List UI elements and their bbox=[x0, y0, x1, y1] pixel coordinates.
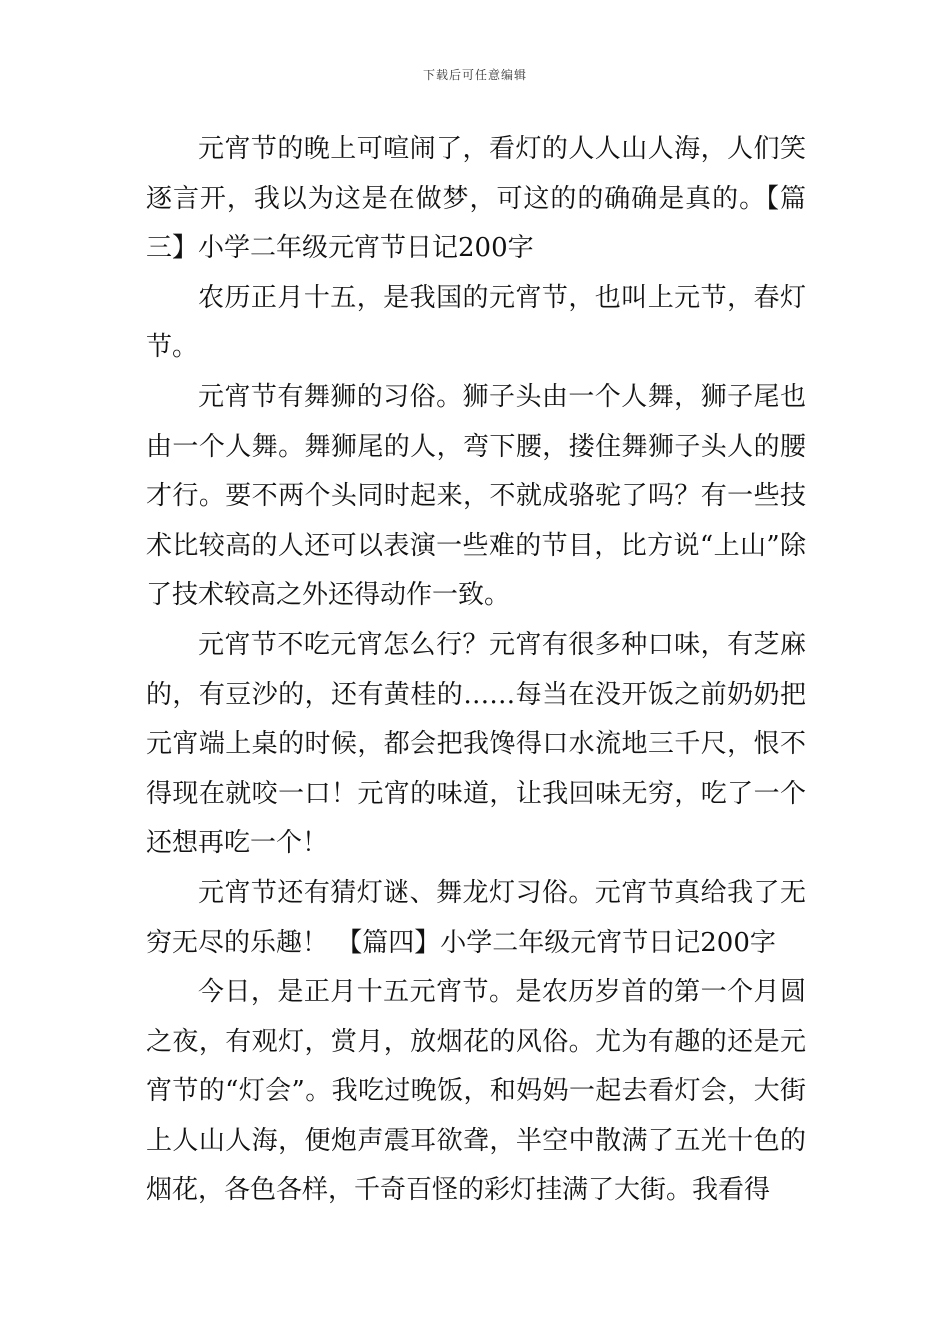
paragraph: 元宵节有舞狮的习俗。狮子头由一个人舞，狮子尾也由一个人舞。舞狮尾的人，弯下腰，搂住舞狮子头人的腰才行。要不两个头同时起来，不就成骆驼了吗？有一些技术比较高的人还可以表演一些难的节目，比方说“上山”除了技术较高之外还得动作一致。 bbox=[146, 381, 806, 611]
document-body bbox=[146, 125, 806, 1216]
paragraph: 元宵节的晚上可喧闹了，看灯的人人山人海，人们笑逐言开，我以为这是在做梦，可这的的确确是真的。【篇三】小学二年级元宵节日记200字 bbox=[146, 134, 806, 264]
paragraph: 今日，是正月十五元宵节。是农历岁首的第一个月圆之夜，有观灯，赏月，放烟花的风俗。尤为有趣的还是元宵节的“灯会”。我吃过晚饭，和妈妈一起去看灯会，大街上人山人海，便炮声震耳欲聋，半空中散满了五光十色的烟花，各色各样，千奇百怪的彩灯挂满了大街。我看得 bbox=[146, 977, 806, 1206]
page-header: 下载后可任意编辑 bbox=[422, 68, 527, 82]
paragraph: 农历正月十五，是我国的元宵节，也叫上元节，春灯节。 bbox=[146, 282, 806, 363]
paragraph: 元宵节不吃元宵怎么行？元宵有很多种口味，有芝麻的，有豆沙的，还有黄桂的……每当在没开饭之前奶奶把元宵端上桌的时候，都会把我馋得口水流地三千尺，恨不得现在就咬一口！元宵的味道，让我回味无穷，吃了一个还想再吃一个！ bbox=[146, 629, 806, 859]
paragraph: 元宵节还有猜灯谜、舞龙灯习俗。元宵节真给我了无穷无尽的乐趣！ 【篇四】小学二年级元宵节日记200字 bbox=[146, 877, 806, 958]
